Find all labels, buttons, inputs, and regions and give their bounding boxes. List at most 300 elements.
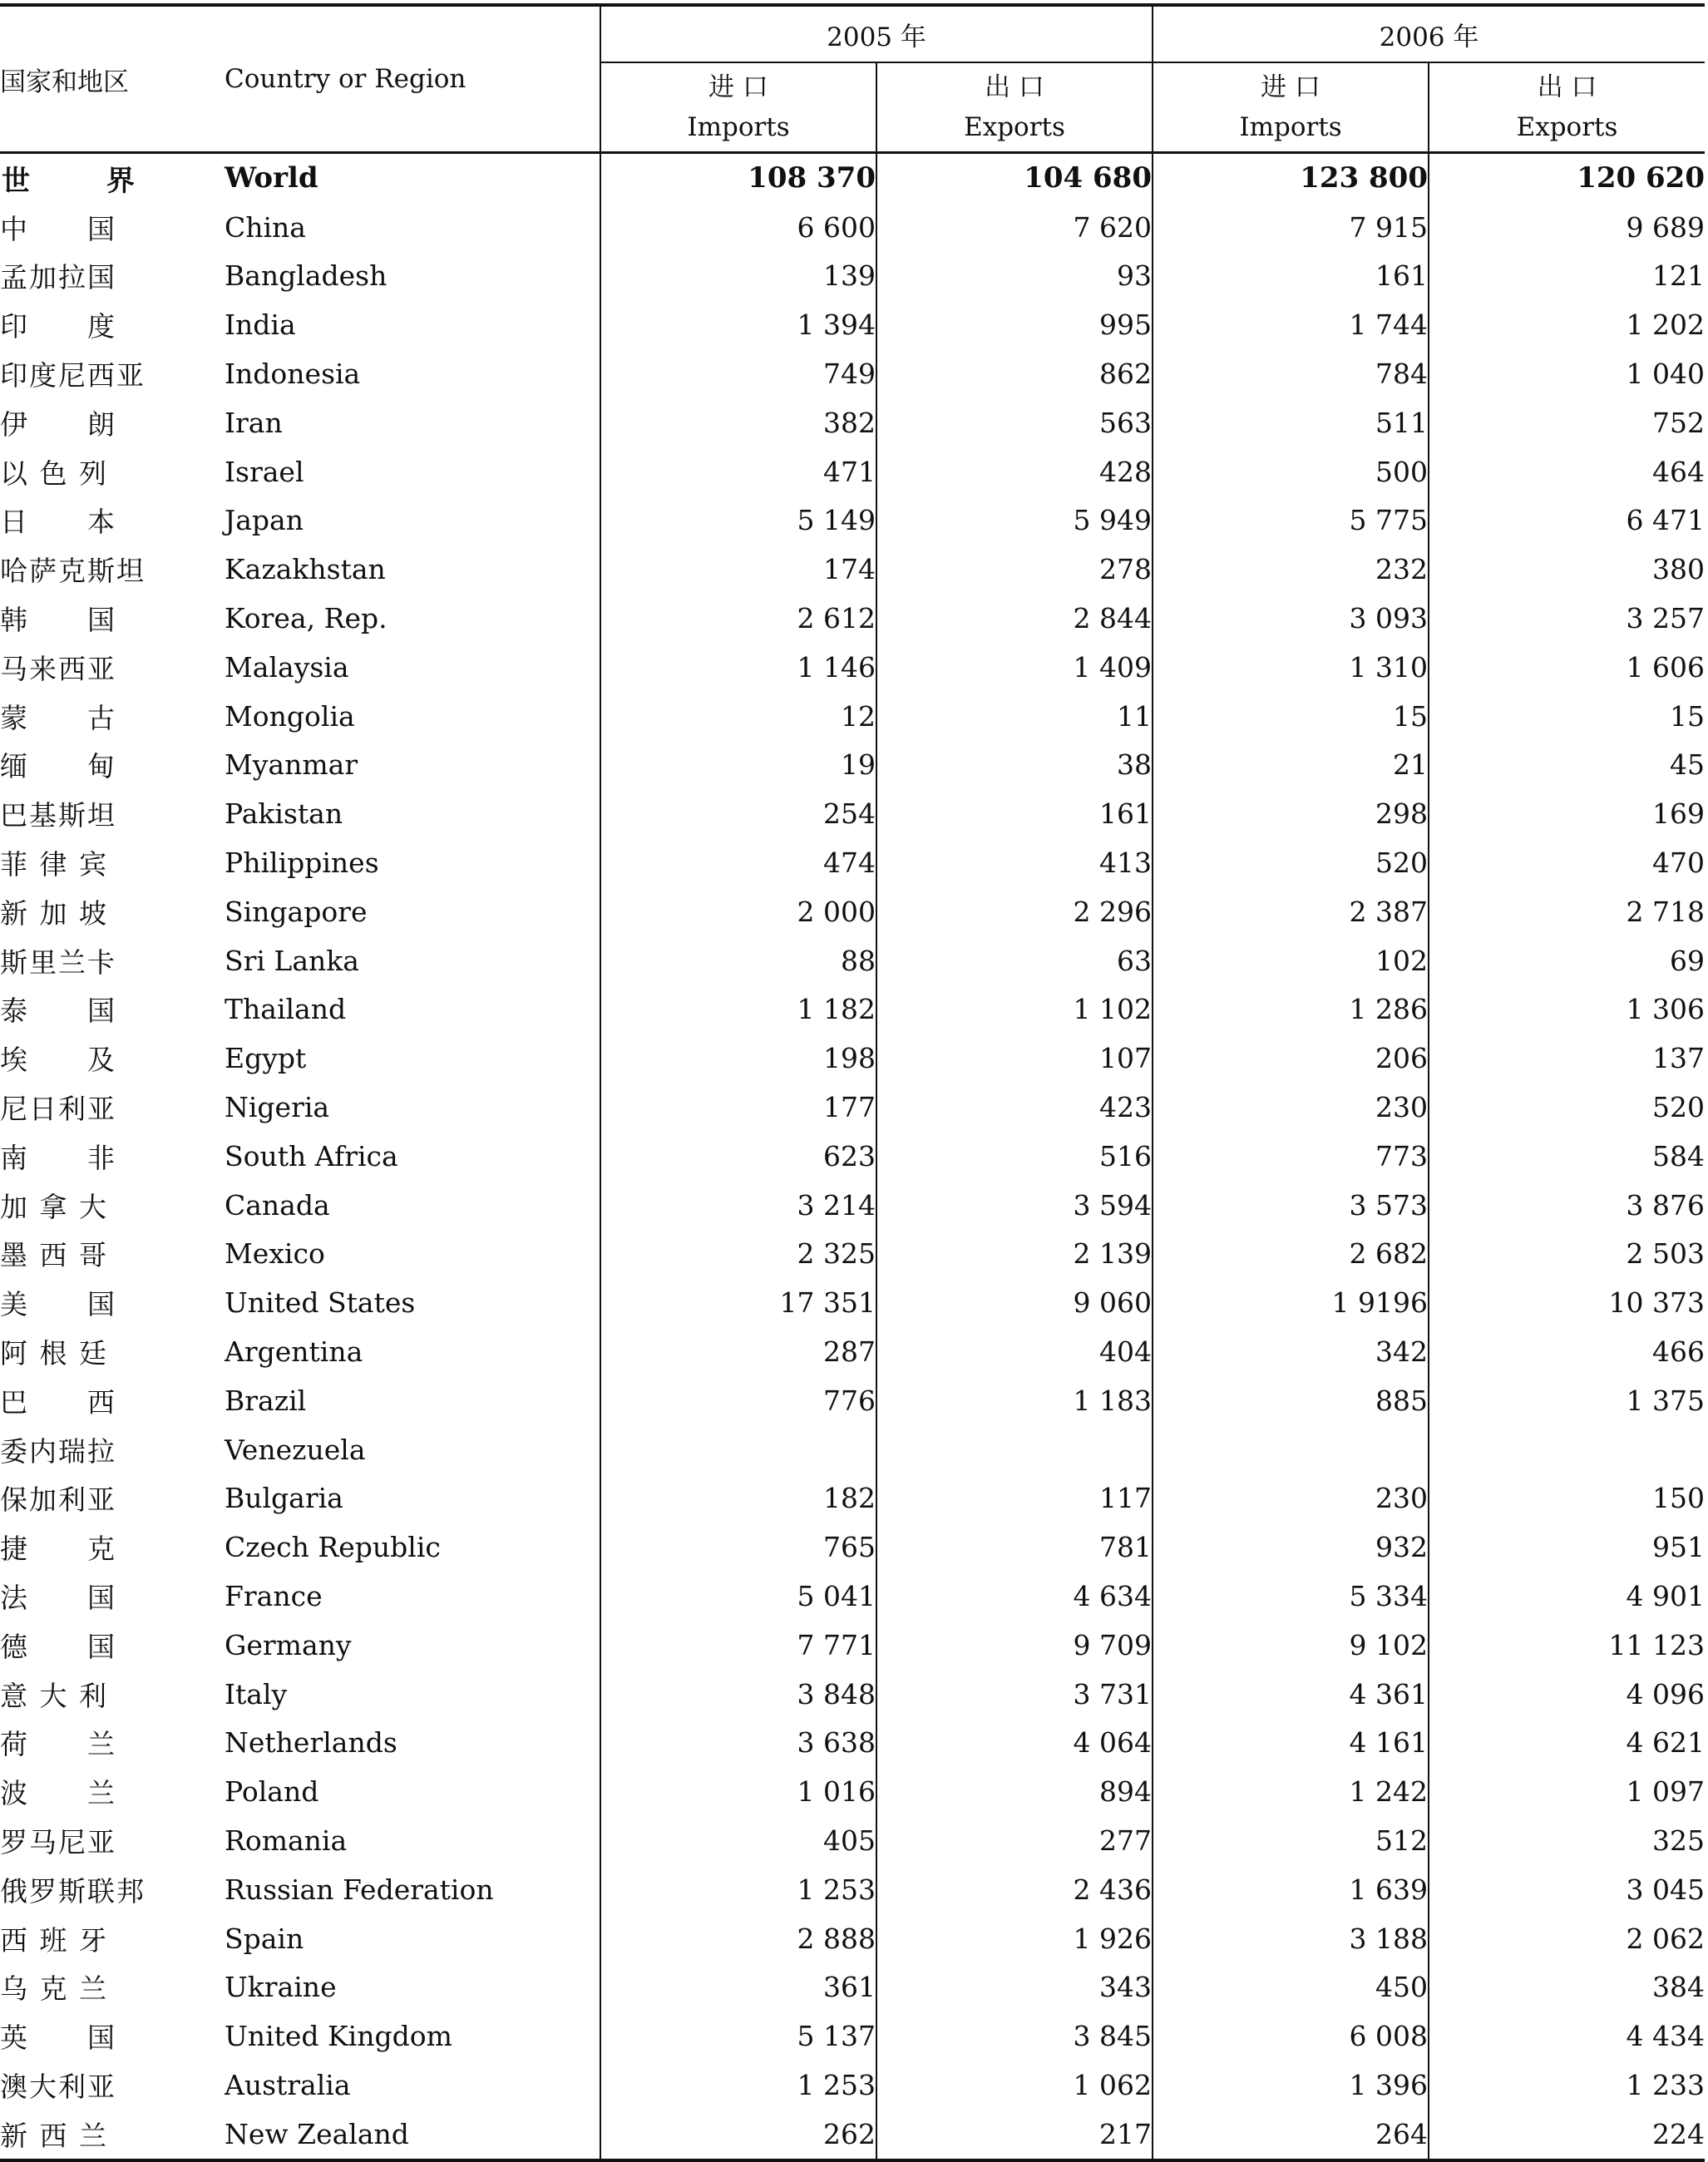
- country-name-en: Spain: [225, 1922, 304, 1955]
- country-name-cn: 中 国: [0, 212, 116, 245]
- exports-2006-cell: 520: [1429, 1083, 1705, 1132]
- table-row: [0, 447, 1705, 496]
- table-row: [0, 1474, 1705, 1523]
- imports-2005-cell: 1 182: [600, 985, 876, 1034]
- imports-2006-cell: 932: [1153, 1523, 1429, 1572]
- exports-2006-cell: 121: [1429, 252, 1705, 301]
- country-name-en: Ukraine: [225, 1971, 337, 2004]
- imports-2005-cell: 6 600: [600, 203, 876, 252]
- exports-2005-cell: 1 409: [876, 643, 1153, 692]
- exports-2005-cell: 563: [876, 398, 1153, 447]
- exports-2006-cell: 15: [1429, 692, 1705, 741]
- header-exports-cn: 出 口: [985, 72, 1044, 102]
- country-name-cn: 巴基斯坦: [0, 799, 116, 832]
- country-name-en: Italy: [225, 1677, 288, 1710]
- imports-2006-cell: 3 093: [1153, 594, 1429, 643]
- exports-2006-cell: 2 503: [1429, 1230, 1705, 1279]
- country-name-cn: 委内瑞拉: [0, 1434, 116, 1468]
- country-name-en: Germany: [225, 1628, 352, 1661]
- country-name-en: Indonesia: [225, 358, 361, 391]
- exports-2006-cell: 584: [1429, 1132, 1705, 1181]
- table-row: [0, 1719, 1705, 1768]
- imports-2005-cell: 1 394: [600, 300, 876, 349]
- exports-2005-cell: 7 620: [876, 203, 1153, 252]
- country-name-cn: 新 加 坡: [0, 896, 108, 930]
- exports-2006-cell: 120 620: [1429, 153, 1705, 203]
- exports-2005-cell: 38: [876, 741, 1153, 790]
- imports-2006-cell: 342: [1153, 1327, 1429, 1376]
- country-name-cn: 德 国: [0, 1630, 116, 1663]
- exports-2006-cell: 1 306: [1429, 985, 1705, 1034]
- imports-2006-cell: 1 396: [1153, 2061, 1429, 2110]
- imports-2006-cell: 500: [1153, 447, 1429, 496]
- exports-2005-cell: 4 064: [876, 1719, 1153, 1768]
- exports-2006-cell: 4 621: [1429, 1719, 1705, 1768]
- imports-2006-cell: 2 682: [1153, 1230, 1429, 1279]
- imports-2005-cell: 108 370: [600, 153, 876, 203]
- table-row: [0, 1621, 1705, 1670]
- exports-2005-cell: 995: [876, 300, 1153, 349]
- table-row: [0, 1083, 1705, 1132]
- imports-2006-cell: 1 242: [1153, 1767, 1429, 1816]
- country-name-en: United States: [225, 1286, 416, 1320]
- exports-2005-cell: 277: [876, 1816, 1153, 1865]
- exports-2005-cell: 2 436: [876, 1865, 1153, 1914]
- table-row: [0, 203, 1705, 252]
- exports-2006-cell: 3 045: [1429, 1865, 1705, 1914]
- imports-2006-cell: [1153, 1425, 1429, 1474]
- exports-2005-cell: 3 845: [876, 2011, 1153, 2061]
- country-name-en: Australia: [225, 2068, 351, 2101]
- table-row: [0, 398, 1705, 447]
- exports-2006-cell: 1 606: [1429, 643, 1705, 692]
- country-name-en: Mexico: [225, 1237, 325, 1271]
- table-row: [0, 741, 1705, 790]
- exports-2006-cell: 1 097: [1429, 1767, 1705, 1816]
- header-region-en: Country or Region: [225, 5, 600, 153]
- country-name-en: Malaysia: [225, 650, 349, 684]
- imports-2006-cell: 102: [1153, 936, 1429, 985]
- table-row: [0, 1962, 1705, 2011]
- table-row: [0, 1425, 1705, 1474]
- exports-2006-cell: 3 876: [1429, 1181, 1705, 1230]
- exports-2006-cell: 45: [1429, 741, 1705, 790]
- imports-2006-cell: 512: [1153, 1816, 1429, 1865]
- country-name-cn: 英 国: [0, 2021, 116, 2055]
- exports-2005-cell: 1 062: [876, 2061, 1153, 2110]
- exports-2005-cell: 1 926: [876, 1914, 1153, 1963]
- header-exports-en: Exports: [1516, 112, 1618, 142]
- imports-2005-cell: 177: [600, 1083, 876, 1132]
- imports-2005-cell: 262: [600, 2110, 876, 2160]
- table-row: [0, 1572, 1705, 1621]
- country-name-en: Venezuela: [225, 1433, 366, 1466]
- exports-2005-cell: 2 296: [876, 887, 1153, 936]
- imports-2006-cell: 206: [1153, 1034, 1429, 1083]
- country-name-en: Bangladesh: [225, 259, 388, 293]
- world-total-row: [0, 153, 1705, 203]
- country-name-en: Poland: [225, 1775, 319, 1809]
- header-year-2006: 2006 年: [1153, 5, 1705, 62]
- exports-2005-cell: 2 844: [876, 594, 1153, 643]
- exports-2006-cell: 10 373: [1429, 1278, 1705, 1327]
- table-row: [0, 838, 1705, 887]
- exports-2005-cell: 93: [876, 252, 1153, 301]
- country-name-cn: 西 班 牙: [0, 1923, 108, 1957]
- exports-2005-cell: 2 139: [876, 1230, 1153, 1279]
- imports-2005-cell: 17 351: [600, 1278, 876, 1327]
- country-name-cn: 日 本: [0, 506, 116, 539]
- country-name-en: Philippines: [225, 847, 379, 880]
- country-name-en: Korea, Rep.: [225, 602, 388, 635]
- exports-2006-cell: 4 434: [1429, 2011, 1705, 2061]
- imports-2006-cell: 3 573: [1153, 1181, 1429, 1230]
- exports-2005-cell: 5 949: [876, 496, 1153, 545]
- imports-2005-cell: 2 325: [600, 1230, 876, 1279]
- imports-2006-cell: 511: [1153, 398, 1429, 447]
- header-region-cn: 国家和地区: [0, 5, 225, 153]
- imports-2005-cell: 1 146: [600, 643, 876, 692]
- imports-2006-cell: 230: [1153, 1474, 1429, 1523]
- table-row: [0, 1865, 1705, 1914]
- imports-2005-cell: 3 848: [600, 1670, 876, 1719]
- table-row: [0, 1132, 1705, 1181]
- country-name-en: South Africa: [225, 1139, 398, 1172]
- imports-2005-cell: 5 041: [600, 1572, 876, 1621]
- imports-2006-cell: 161: [1153, 252, 1429, 301]
- country-name-cn: 乌 克 兰: [0, 1972, 108, 2006]
- country-name-cn: 哈萨克斯坦: [0, 555, 146, 588]
- exports-2006-cell: 1 202: [1429, 300, 1705, 349]
- header-exports-cn: 出 口: [1537, 72, 1597, 102]
- imports-2005-cell: 361: [600, 1962, 876, 2011]
- country-name-cn: 缅 甸: [0, 750, 116, 783]
- country-name-en: United Kingdom: [225, 2020, 452, 2053]
- imports-2006-cell: 264: [1153, 2110, 1429, 2160]
- table-row: [0, 643, 1705, 692]
- imports-2006-cell: 4 161: [1153, 1719, 1429, 1768]
- imports-2005-cell: [600, 1425, 876, 1474]
- imports-2006-cell: 232: [1153, 545, 1429, 594]
- imports-2005-cell: 7 771: [600, 1621, 876, 1670]
- exports-2005-cell: 9 060: [876, 1278, 1153, 1327]
- imports-2006-cell: 1 639: [1153, 1865, 1429, 1914]
- imports-2005-cell: 474: [600, 838, 876, 887]
- exports-2006-cell: 150: [1429, 1474, 1705, 1523]
- exports-2006-cell: 466: [1429, 1327, 1705, 1376]
- imports-2005-cell: 5 137: [600, 2011, 876, 2061]
- exports-2006-cell: 2 062: [1429, 1914, 1705, 1963]
- imports-2005-cell: 2 888: [600, 1914, 876, 1963]
- country-name-cn: 泰 国: [0, 995, 116, 1028]
- imports-2005-cell: 3 214: [600, 1181, 876, 1230]
- country-name-en: Japan: [225, 504, 304, 537]
- exports-2005-cell: 217: [876, 2110, 1153, 2160]
- imports-2006-cell: 784: [1153, 349, 1429, 398]
- country-name-en: Brazil: [225, 1384, 307, 1417]
- country-name-cn: 印 度: [0, 310, 116, 343]
- country-name-cn: 马来西亚: [0, 652, 116, 685]
- imports-2005-cell: 3 638: [600, 1719, 876, 1768]
- table-row: [0, 1034, 1705, 1083]
- exports-2006-cell: 380: [1429, 545, 1705, 594]
- table-row: [0, 887, 1705, 936]
- imports-2006-cell: 450: [1153, 1962, 1429, 2011]
- exports-2005-cell: [876, 1425, 1153, 1474]
- exports-2005-cell: 11: [876, 692, 1153, 741]
- imports-2005-cell: 382: [600, 398, 876, 447]
- country-name-cn: 荷 兰: [0, 1728, 116, 1761]
- table-row: [0, 496, 1705, 545]
- exports-2005-cell: 894: [876, 1767, 1153, 1816]
- country-name-en: Thailand: [225, 993, 347, 1026]
- table-header: [0, 5, 1705, 153]
- imports-2006-cell: 5 334: [1153, 1572, 1429, 1621]
- table-row: [0, 1670, 1705, 1719]
- imports-2005-cell: 88: [600, 936, 876, 985]
- imports-2006-cell: 123 800: [1153, 153, 1429, 203]
- country-name-en: World: [225, 161, 318, 195]
- imports-2005-cell: 1 016: [600, 1767, 876, 1816]
- exports-2005-cell: 104 680: [876, 153, 1153, 203]
- country-name-en: Kazakhstan: [225, 553, 386, 586]
- country-name-cn: 意 大 利: [0, 1679, 108, 1712]
- header-year-2005: 2005 年: [600, 5, 1153, 62]
- country-name-en: Sri Lanka: [225, 944, 359, 977]
- exports-2006-cell: 470: [1429, 838, 1705, 887]
- country-name-cn: 以 色 列: [0, 457, 108, 490]
- exports-2006-cell: 9 689: [1429, 203, 1705, 252]
- table-row: [0, 1767, 1705, 1816]
- imports-2006-cell: 7 915: [1153, 203, 1429, 252]
- exports-2005-cell: 278: [876, 545, 1153, 594]
- exports-2006-cell: 169: [1429, 789, 1705, 838]
- exports-2005-cell: 862: [876, 349, 1153, 398]
- exports-2005-cell: 1 183: [876, 1376, 1153, 1425]
- imports-2005-cell: 2 000: [600, 887, 876, 936]
- header-exports-en: Exports: [964, 112, 1065, 142]
- country-name-cn: 捷 克: [0, 1533, 116, 1566]
- header-imports-en: Imports: [687, 112, 790, 142]
- country-name-cn: 蒙 古: [0, 701, 116, 734]
- imports-2005-cell: 5 149: [600, 496, 876, 545]
- imports-2006-cell: 1 9196: [1153, 1278, 1429, 1327]
- imports-2006-cell: 230: [1153, 1083, 1429, 1132]
- exports-2005-cell: 781: [876, 1523, 1153, 1572]
- imports-2006-cell: 1 286: [1153, 985, 1429, 1034]
- exports-2006-cell: 464: [1429, 447, 1705, 496]
- table-row: [0, 692, 1705, 741]
- country-name-en: India: [225, 309, 296, 342]
- imports-2005-cell: 765: [600, 1523, 876, 1572]
- header-imports-2006: [1153, 62, 1429, 153]
- imports-2006-cell: 773: [1153, 1132, 1429, 1181]
- imports-2005-cell: 776: [600, 1376, 876, 1425]
- exports-2006-cell: 2 718: [1429, 887, 1705, 936]
- country-name-cn: 阿 根 廷: [0, 1337, 108, 1370]
- trade-table: [0, 3, 1705, 2162]
- imports-2005-cell: 749: [600, 349, 876, 398]
- header-imports-cn: 进 口: [1261, 72, 1320, 102]
- exports-2005-cell: 117: [876, 1474, 1153, 1523]
- header-imports-2005: [600, 62, 876, 153]
- imports-2005-cell: 198: [600, 1034, 876, 1083]
- country-name-cn: 世 界: [2, 164, 168, 198]
- imports-2005-cell: 1 253: [600, 1865, 876, 1914]
- exports-2005-cell: 63: [876, 936, 1153, 985]
- exports-2005-cell: 516: [876, 1132, 1153, 1181]
- imports-2006-cell: 9 102: [1153, 1621, 1429, 1670]
- table-row: [0, 300, 1705, 349]
- country-name-cn: 保加利亚: [0, 1483, 116, 1517]
- imports-2006-cell: 298: [1153, 789, 1429, 838]
- exports-2006-cell: 6 471: [1429, 496, 1705, 545]
- exports-2006-cell: 1 040: [1429, 349, 1705, 398]
- table-body: [0, 153, 1705, 2160]
- exports-2006-cell: 137: [1429, 1034, 1705, 1083]
- table-row: [0, 1376, 1705, 1425]
- exports-2005-cell: 9 709: [876, 1621, 1153, 1670]
- table-row: [0, 1278, 1705, 1327]
- country-name-en: Romania: [225, 1824, 348, 1857]
- table-row: [0, 1816, 1705, 1865]
- exports-2006-cell: 384: [1429, 1962, 1705, 2011]
- country-name-en: Netherlands: [225, 1726, 397, 1760]
- table-row: [0, 545, 1705, 594]
- header-imports-cn: 进 口: [708, 72, 768, 102]
- country-name-en: France: [225, 1580, 323, 1612]
- country-name-en: Bulgaria: [225, 1482, 343, 1515]
- exports-2005-cell: 161: [876, 789, 1153, 838]
- country-name-en: Mongolia: [225, 699, 355, 733]
- exports-2006-cell: 4 901: [1429, 1572, 1705, 1621]
- exports-2005-cell: 423: [876, 1083, 1153, 1132]
- country-name-cn: 新 西 兰: [0, 2110, 225, 2160]
- imports-2006-cell: 520: [1153, 838, 1429, 887]
- table-row: [0, 789, 1705, 838]
- imports-2005-cell: 174: [600, 545, 876, 594]
- exports-2006-cell: 951: [1429, 1523, 1705, 1572]
- table-row: [0, 1181, 1705, 1230]
- exports-2006-cell: 11 123: [1429, 1621, 1705, 1670]
- country-name-cn: 印度尼西亚: [0, 359, 146, 392]
- exports-2006-cell: 224: [1429, 2110, 1705, 2160]
- exports-2006-cell: 325: [1429, 1816, 1705, 1865]
- country-name-cn: 菲 律 宾: [0, 848, 108, 881]
- country-name-cn: 尼日利亚: [0, 1093, 116, 1126]
- country-name-en: Myanmar: [225, 748, 358, 782]
- country-name-en: Nigeria: [225, 1091, 330, 1124]
- table-row: [0, 985, 1705, 1034]
- header-imports-en: Imports: [1239, 112, 1342, 142]
- exports-2005-cell: 107: [876, 1034, 1153, 1083]
- header-exports-2006: [1429, 62, 1705, 153]
- table-row: [0, 1327, 1705, 1376]
- exports-2006-cell: [1429, 1425, 1705, 1474]
- table-row: [0, 1230, 1705, 1279]
- country-name-cn: 法 国: [0, 1582, 116, 1614]
- exports-2005-cell: 413: [876, 838, 1153, 887]
- country-name-en: Argentina: [225, 1335, 363, 1369]
- table-row: [0, 2011, 1705, 2061]
- exports-2005-cell: 4 634: [876, 1572, 1153, 1621]
- table-row: [0, 936, 1705, 985]
- exports-2006-cell: 69: [1429, 936, 1705, 985]
- imports-2005-cell: 287: [600, 1327, 876, 1376]
- exports-2006-cell: 4 096: [1429, 1670, 1705, 1719]
- country-name-cn: 墨 西 哥: [0, 1239, 108, 1272]
- country-name-en: Czech Republic: [225, 1531, 441, 1564]
- imports-2005-cell: 623: [600, 1132, 876, 1181]
- country-name-en: China: [225, 210, 306, 244]
- imports-2005-cell: 2 612: [600, 594, 876, 643]
- table-row: [0, 252, 1705, 301]
- country-name-cn: 埃 及: [0, 1044, 116, 1077]
- imports-2006-cell: 4 361: [1153, 1670, 1429, 1719]
- exports-2005-cell: 1 102: [876, 985, 1153, 1034]
- imports-2005-cell: 182: [600, 1474, 876, 1523]
- exports-2006-cell: 752: [1429, 398, 1705, 447]
- country-name-en: Russian Federation: [225, 1873, 494, 1906]
- exports-2006-cell: 1 375: [1429, 1376, 1705, 1425]
- country-name-cn: 斯里兰卡: [0, 945, 116, 979]
- imports-2005-cell: 405: [600, 1816, 876, 1865]
- exports-2005-cell: 343: [876, 1962, 1153, 2011]
- imports-2006-cell: 5 775: [1153, 496, 1429, 545]
- imports-2006-cell: 3 188: [1153, 1914, 1429, 1963]
- imports-2006-cell: 6 008: [1153, 2011, 1429, 2061]
- country-name-cn: 罗马尼亚: [0, 1825, 116, 1858]
- country-name-cn: 加 拿 大: [0, 1190, 108, 1223]
- imports-2006-cell: 1 310: [1153, 643, 1429, 692]
- table-row: [0, 2061, 1705, 2110]
- imports-2006-cell: 21: [1153, 741, 1429, 790]
- country-name-en: Canada: [225, 1188, 330, 1222]
- exports-2006-cell: 1 233: [1429, 2061, 1705, 2110]
- exports-2005-cell: 3 594: [876, 1181, 1153, 1230]
- imports-2006-cell: 1 744: [1153, 300, 1429, 349]
- imports-2005-cell: 19: [600, 741, 876, 790]
- table-row: [0, 349, 1705, 398]
- exports-2005-cell: 3 731: [876, 1670, 1153, 1719]
- table-row: [0, 1523, 1705, 1572]
- country-name-cn: 巴 西: [0, 1385, 116, 1419]
- header-exports-2005: [876, 62, 1153, 153]
- country-name-cn: 伊 朗: [0, 407, 116, 441]
- imports-2005-cell: 1 253: [600, 2061, 876, 2110]
- country-name-cn: 波 兰: [0, 1777, 116, 1810]
- imports-2005-cell: 12: [600, 692, 876, 741]
- imports-2005-cell: 139: [600, 252, 876, 301]
- imports-2006-cell: 2 387: [1153, 887, 1429, 936]
- country-name-cn: 美 国: [0, 1288, 116, 1321]
- country-name-en: Pakistan: [225, 797, 343, 831]
- imports-2006-cell: 15: [1153, 692, 1429, 741]
- imports-2006-cell: 885: [1153, 1376, 1429, 1425]
- country-name-cn: 俄罗斯联邦: [0, 1874, 146, 1908]
- country-name-cn: 孟加拉国: [0, 261, 116, 294]
- table-row: [0, 2110, 1705, 2160]
- exports-2005-cell: 428: [876, 447, 1153, 496]
- table-row: [0, 594, 1705, 643]
- country-name-en: Iran: [225, 406, 283, 439]
- country-name-cn: 澳大利亚: [0, 2070, 116, 2103]
- country-name-en: New Zealand: [225, 2110, 600, 2160]
- country-name-cn: 韩 国: [0, 604, 116, 637]
- country-name-en: Singapore: [225, 895, 368, 928]
- imports-2005-cell: 254: [600, 789, 876, 838]
- country-name-en: Egypt: [225, 1042, 307, 1075]
